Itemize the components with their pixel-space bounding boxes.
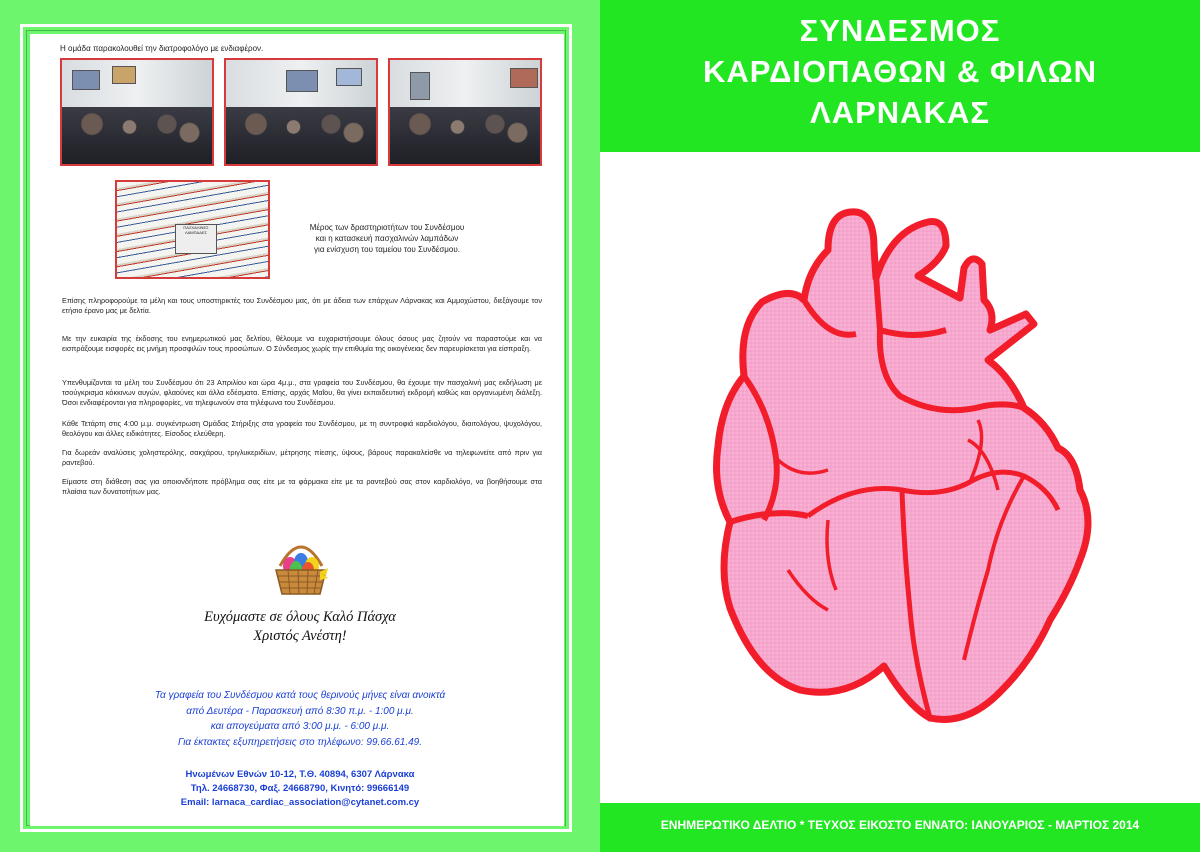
footer-band [600,803,1200,852]
address: Ηνωμένων Εθνών 10-12, Τ.Θ. 40894, 6307 Λάρνακα [185,769,415,780]
meeting-photo-2 [224,58,378,166]
meeting-photo-1 [60,58,214,166]
office-hours: Τα γραφεία του Συνδέσμου κατά τους θερινούς μήνες είναι ανοικτά από Δευτέρα - Παρασκευή από 8:30 π.μ. - 1:00 μ.μ. και απογεύματα από 3:00 μ.μ. - 6:00 μ.μ. Για έκτακτες εξυπηρετήσεις στο τηλέφωνο: 99.66.61.49. [154,690,446,748]
front-cover [600,0,1200,852]
issue-footer: ΕΝΗΜΕΡΩΤΙΚΟ ΔΕΛΤΙΟ * ΤΕΥΧΟΣ ΕΙΚΟΣΤΟ ΕΝΝΑΤΟ: ΙΑΝΟΥΑΡΙΟΣ - ΜΑΡΤΙΟΣ 2014 [660,818,1140,832]
paragraph-availability: Είμαστε στη διάθεση σας για οποιονδήποτε πρόβλημα σας είτε με τα φάρμακα είτε με τα ραντεβού σας στον καρδιολόγο, να βοηθήσουμε στα πλαίσια των δυνατοτήτων μας. [62,477,542,496]
association-title: ΣΥΝΔΕΣΜΟΣ ΚΑΡΔΙΟΠΑΘΩΝ & ΦΙΛΩΝ ΛΑΡΝΑΚΑΣ [702,13,1098,130]
easter-basket-icon [268,536,334,602]
candles-sign: ΠΑΣΧΑΛΙΝΕΣ ΛΑΜΠΑΔΕΣ [175,224,217,254]
candles-caption: Μέρος των δραστηριοτήτων του Συνδέσμου και η κατασκευή πασχαλινών λαμπάδων για ενίσχυση του ταμείου του Συνδέσμου. [309,223,465,254]
photo-caption: Η ομάδα παρακολουθεί την διατροφολόγο με ενδιαφέρον. [60,44,264,53]
contact-info [120,768,480,810]
heart-illustration [678,190,1118,750]
paragraph-thanks: Με την ευκαιρία της έκδοσης του ενημερωτικού μας δελτίου, θέλουμε να ευχαριστήσουμε όλους όσους μας ζητούν να παραστούμε και να εισπράξουμε εισφορές εις μνήμη προσφιλών τους προσώπων. Ο Σύνδεσμος χωρίς την επιθυμία της οικογένειας δεν παρευρίσκεται για είσπραξη. [62,334,542,353]
meeting-photo-3 [388,58,542,166]
paragraph-free-tests: Για δωρεάν αναλύσεις χοληστερόλης, σακχάρου, τριγλυκεριδίων, μέτρησης πίεσης, ύψους, βάρους παρακαλείσθε να τηλεφωνείτε από πριν για ραντεβού. [62,448,542,467]
paragraph-easter-event: Υπενθυμίζονται τα μέλη του Συνδέσμου ότι 23 Απριλίου και ώρα 4μ.μ., στα γραφεία του Συνδέσμου, θα έχουμε την πασχαλινή μας εκδήλωση με τσούγκρισμα κόκκινων αυγών, φλαούνες και άλλα εδέσματα. Επίσης, αρχάς Μαΐου, θα γίνει εκπαιδευτική εκδρομή καθώς και οργανωμένη διάλεξη. Όσοι ενδιαφέρονται για πληροφορίες, να τηλεφωνούν στα τηλέφωνα του Συνδέσμου. [62,378,542,407]
easter-greeting: Ευχόμαστε σε όλους Καλό Πάσχα Χριστός Ανέστη! [204,609,396,644]
title-band [600,0,1200,152]
phone-numbers: Τηλ. 24668730, Φαξ. 24668790, Κινητό: 99666149 [190,783,410,794]
paragraph-support-group: Κάθε Τετάρτη στις 4:00 μ.μ. συγκέντρωση Ομάδας Στήριξης στα γραφεία του Συνδέσμου, με τη συντροφιά καρδιολόγου, διαιτολόγου, ψυχολόγου, θεολόγου και άλλες ειδικότητες. Είσοδος ελεύθερη. [62,419,542,438]
email-address: Email: larnaca_cardiac_association@cytanet.com.cy [180,797,420,808]
paragraph-fundraising: Επίσης πληροφορούμε τα μέλη και τους υποστηρικτές του Συνδέσμου μας, ότι με άδεια των επάρχων Λάρνακας και Αμμοχώστου, διεξάγουμε τον ετήσιο έρανο μας με δελτία. [62,296,542,315]
easter-candles-photo [115,180,270,279]
